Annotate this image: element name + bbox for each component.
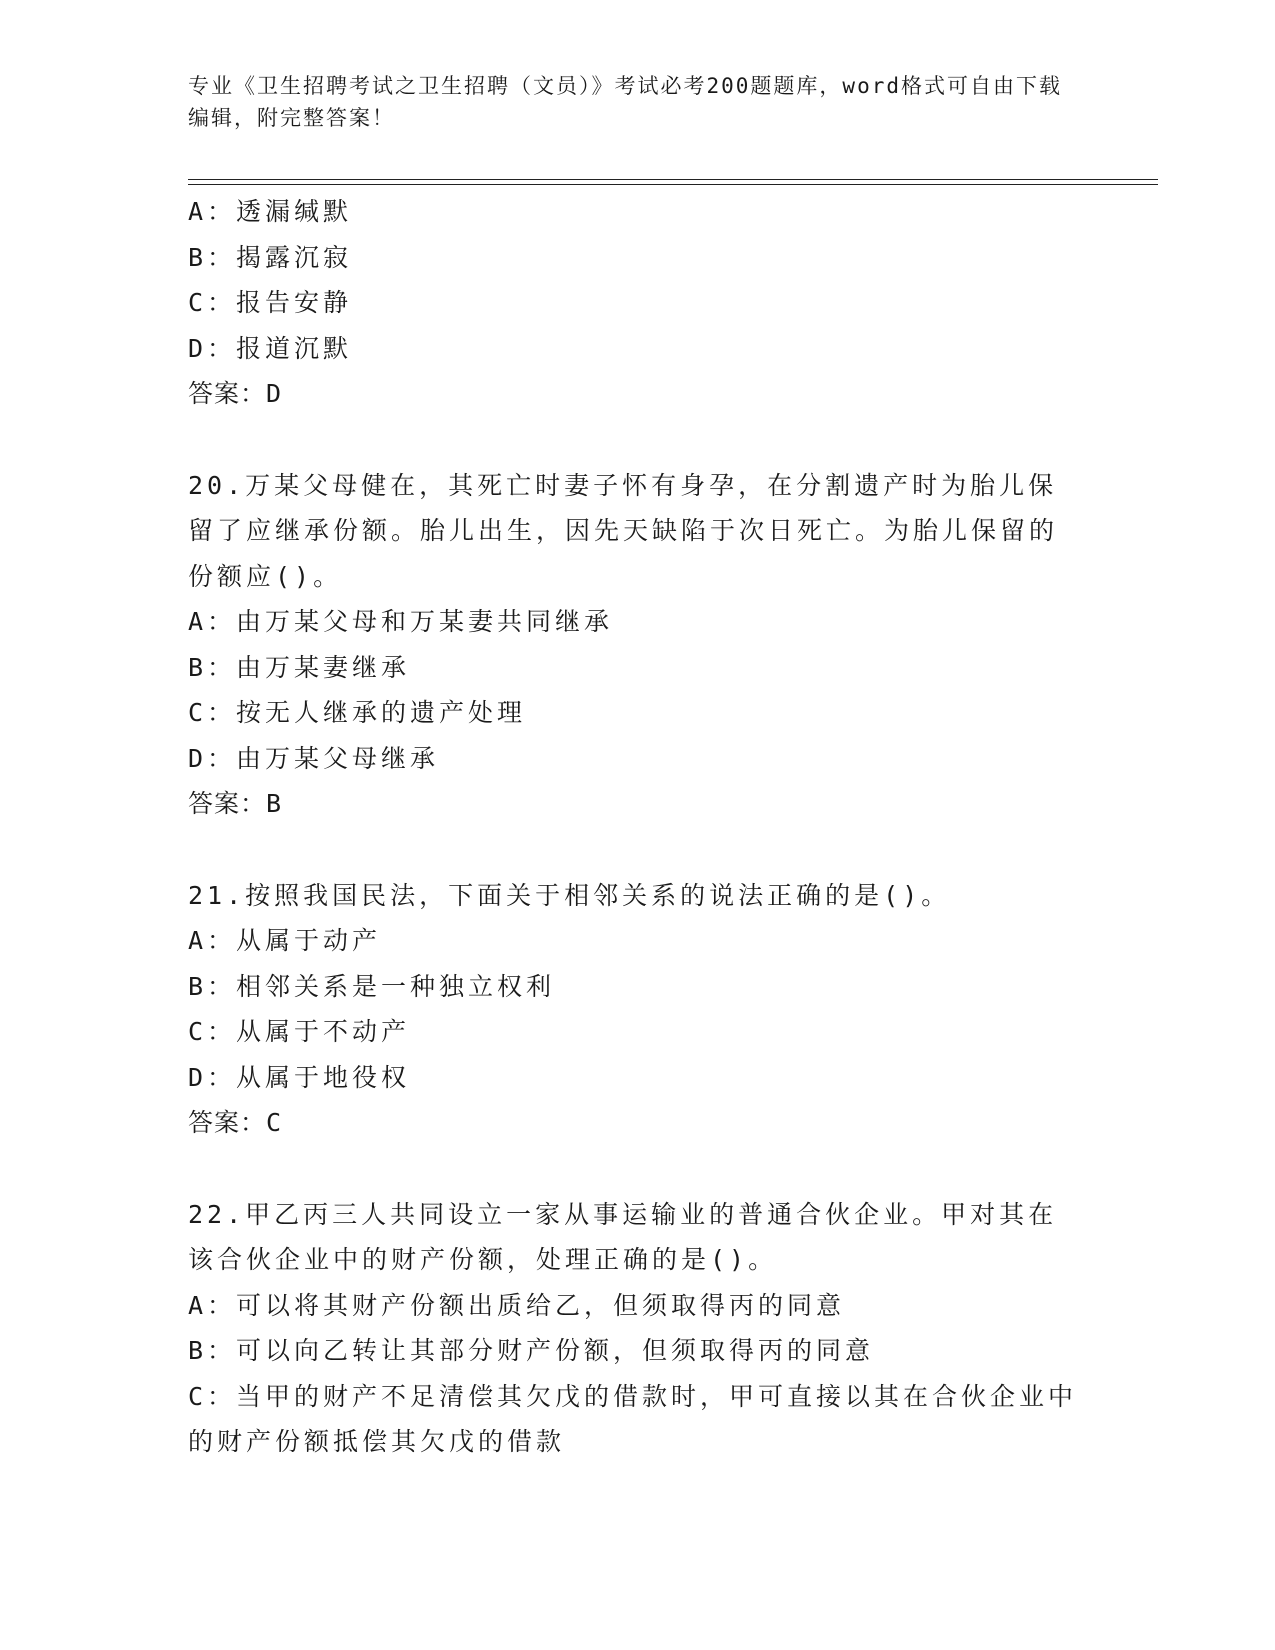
answer-label: 答案： <box>188 1108 267 1137</box>
question-text: 20.万某父母健在，其死亡时妻子怀有身孕，在分割遗产时为胎儿保留了应继承份额。胎儿出生，因先天缺陷于次日死亡。为胎儿保留的份额应()。 <box>188 470 1059 591</box>
option-c: C：当甲的财产不足清偿其欠戊的借款时，甲可直接以其在合伙企业中的财产份额抵偿其欠戊的借款 <box>188 1381 1078 1456</box>
answer <box>188 1100 1078 1146</box>
option-d: D：报道沉默 <box>188 333 353 363</box>
question-20 <box>188 463 1078 827</box>
option-b: B：揭露沉寂 <box>188 242 353 272</box>
header-divider-bottom <box>188 184 1158 185</box>
option-c: C：报告安静 <box>188 288 353 317</box>
option-d: D：由万某父母继承 <box>188 743 440 773</box>
answer <box>188 781 1078 827</box>
option-a: A：从属于动产 <box>188 926 382 955</box>
option-a: A：可以将其财产份额出质给乙，但须取得丙的同意 <box>188 1290 846 1320</box>
document-header: 专业《卫生招聘考试之卫生招聘（文员）》考试必考200题题库，word格式可自由下载编辑，附完整答案！ <box>188 74 1062 130</box>
answer-value: B <box>266 789 283 818</box>
option-c: C：从属于不动产 <box>188 1017 411 1046</box>
option-a: A：透漏缄默 <box>188 197 353 226</box>
question-text: 21.按照我国民法，下面关于相邻关系的说法正确的是()。 <box>188 880 951 910</box>
answer-value: D <box>266 379 283 408</box>
option-b: B：可以向乙转让其部分财产份额，但须取得丙的同意 <box>188 1336 875 1365</box>
answer-label: 答案： <box>188 379 267 408</box>
option-b: B：相邻关系是一种独立权利 <box>188 971 556 1001</box>
partial-question <box>188 189 1078 417</box>
option-c: C：按无人继承的遗产处理 <box>188 698 527 727</box>
answer-label: 答案： <box>188 789 267 818</box>
question-text: 22.甲乙丙三人共同设立一家从事运输业的普通合伙企业。甲对其在该合伙企业中的财产份额，处理正确的是()。 <box>188 1199 1058 1274</box>
option-a: A：由万某父母和万某妻共同继承 <box>188 607 614 636</box>
answer-value: C <box>266 1108 283 1137</box>
header-divider-top <box>188 179 1158 180</box>
question-content <box>188 189 1078 1465</box>
answer <box>188 371 1078 417</box>
option-b: B：由万某妻继承 <box>188 652 411 682</box>
option-d: D：从属于地役权 <box>188 1062 411 1092</box>
question-21 <box>188 873 1078 1146</box>
question-22 <box>188 1192 1078 1465</box>
